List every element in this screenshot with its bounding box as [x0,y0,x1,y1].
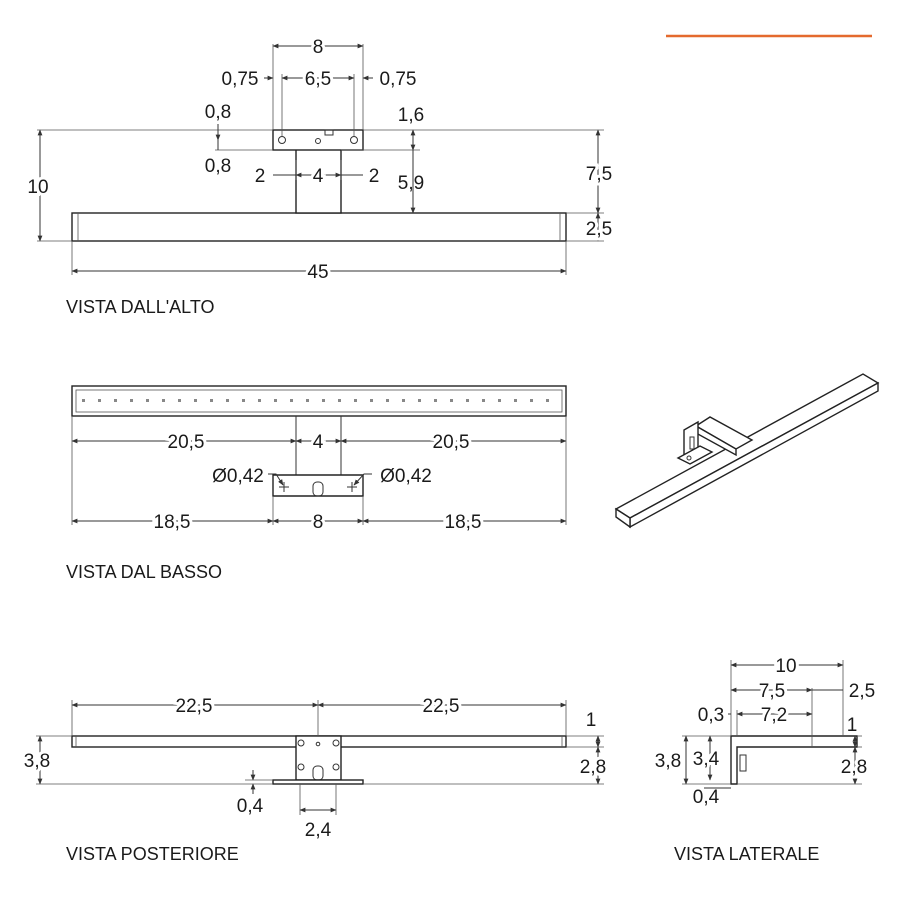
led-dot [402,399,405,402]
dim-edge-right: 0,75 [379,69,417,90]
led-dot [354,399,357,402]
dim-arm-side-left: 2 [254,166,266,187]
dim-bar-thickness: 1 [846,715,858,736]
dim-hole-dia-left: Ø0,42 [212,466,264,487]
dim-edge-left: 0,75 [221,69,259,90]
dim-arm-width: 4 [312,432,324,453]
led-dot [290,399,293,402]
led-dot [418,399,421,402]
led-dot [258,399,261,402]
led-dot [546,399,549,402]
dim-hole-offset-top: 0,8 [204,102,232,123]
dim-left-half: 20,5 [167,432,205,453]
led-dot [242,399,245,402]
dim-gap: 0,4 [236,796,264,817]
led-dot [530,399,533,402]
led-dot [146,399,149,402]
dim-bar-depth: 2,5 [585,219,613,240]
dim-bracket-width: 8 [312,512,324,533]
dim-gap: 0,4 [692,787,720,808]
led-dot [306,399,309,402]
led-dot [386,399,389,402]
dim-bracket-width: 8 [312,37,324,58]
led-dot [498,399,501,402]
dim-total-length: 45 [307,262,329,283]
rear-view [24,696,606,864]
dim-total-height: 3,8 [23,751,51,772]
mounting-plate-top [273,130,363,150]
caption-rear-view: VISTA POSTERIORE [66,844,239,864]
side-profile [731,736,857,784]
side-view [655,656,875,864]
led-dot [466,399,469,402]
isometric-view [616,374,878,527]
led-dot [226,399,229,402]
dim-offset: 0,3 [697,705,725,726]
dim-bar-depth: 2,5 [848,681,876,702]
led-dot [434,399,437,402]
led-dot [322,399,325,402]
dim-arm-length: 5,9 [397,173,425,194]
caption-top-view: VISTA DALL'ALTO [66,297,215,317]
iso-bar-top [616,374,878,518]
dim-arm-depth: 7,5 [758,681,786,702]
dim-arm-side-right: 2 [368,166,380,187]
caption-bottom-view: VISTA DAL BASSO [66,562,223,582]
dim-total-depth: 10 [775,656,797,677]
dim-hole-spacing: 6,5 [304,69,332,90]
dim-bar-thickness: 1 [585,710,597,731]
led-dot [114,399,117,402]
led-dot [210,399,213,402]
led-dot [162,399,165,402]
light-bar-top [72,213,566,241]
dim-slot-width: 2,4 [304,820,332,841]
dim-left-half: 22,5 [175,696,213,717]
dim-inner-depth: 7,2 [760,705,788,726]
dim-left-to-bracket: 18,5 [153,512,191,533]
led-dot [178,399,181,402]
top-view [27,37,612,317]
mounting-plate-bottom [273,475,363,496]
led-dot [82,399,85,402]
led-dot [450,399,453,402]
dim-right-half: 22,5 [422,696,460,717]
led-dot [98,399,101,402]
led-dot [514,399,517,402]
led-dot [130,399,133,402]
bottom-view [66,386,566,582]
dim-right-half: 20,5 [432,432,470,453]
led-dot [370,399,373,402]
dim-arm-width: 4 [312,166,324,187]
iso-bar-front [630,383,878,527]
dim-hole-dia-right: Ø0,42 [380,466,432,487]
caption-side-view: VISTA LATERALE [674,844,820,864]
dim-hole-offset-bottom: 0,8 [204,156,232,177]
led-dot [194,399,197,402]
led-dot [274,399,277,402]
led-dot [338,399,341,402]
led-dot [482,399,485,402]
dim-right-to-bracket: 18,5 [444,512,482,533]
dim-projection: 7,5 [585,164,613,185]
dim-total-height: 3,8 [654,751,682,772]
dim-plate-depth: 1,6 [397,105,425,126]
dim-total-depth: 10 [27,177,49,198]
dim-lower-height: 2,8 [579,757,607,778]
dim-plate-height: 3,4 [692,749,720,770]
dim-lower-height: 2,8 [840,757,868,778]
